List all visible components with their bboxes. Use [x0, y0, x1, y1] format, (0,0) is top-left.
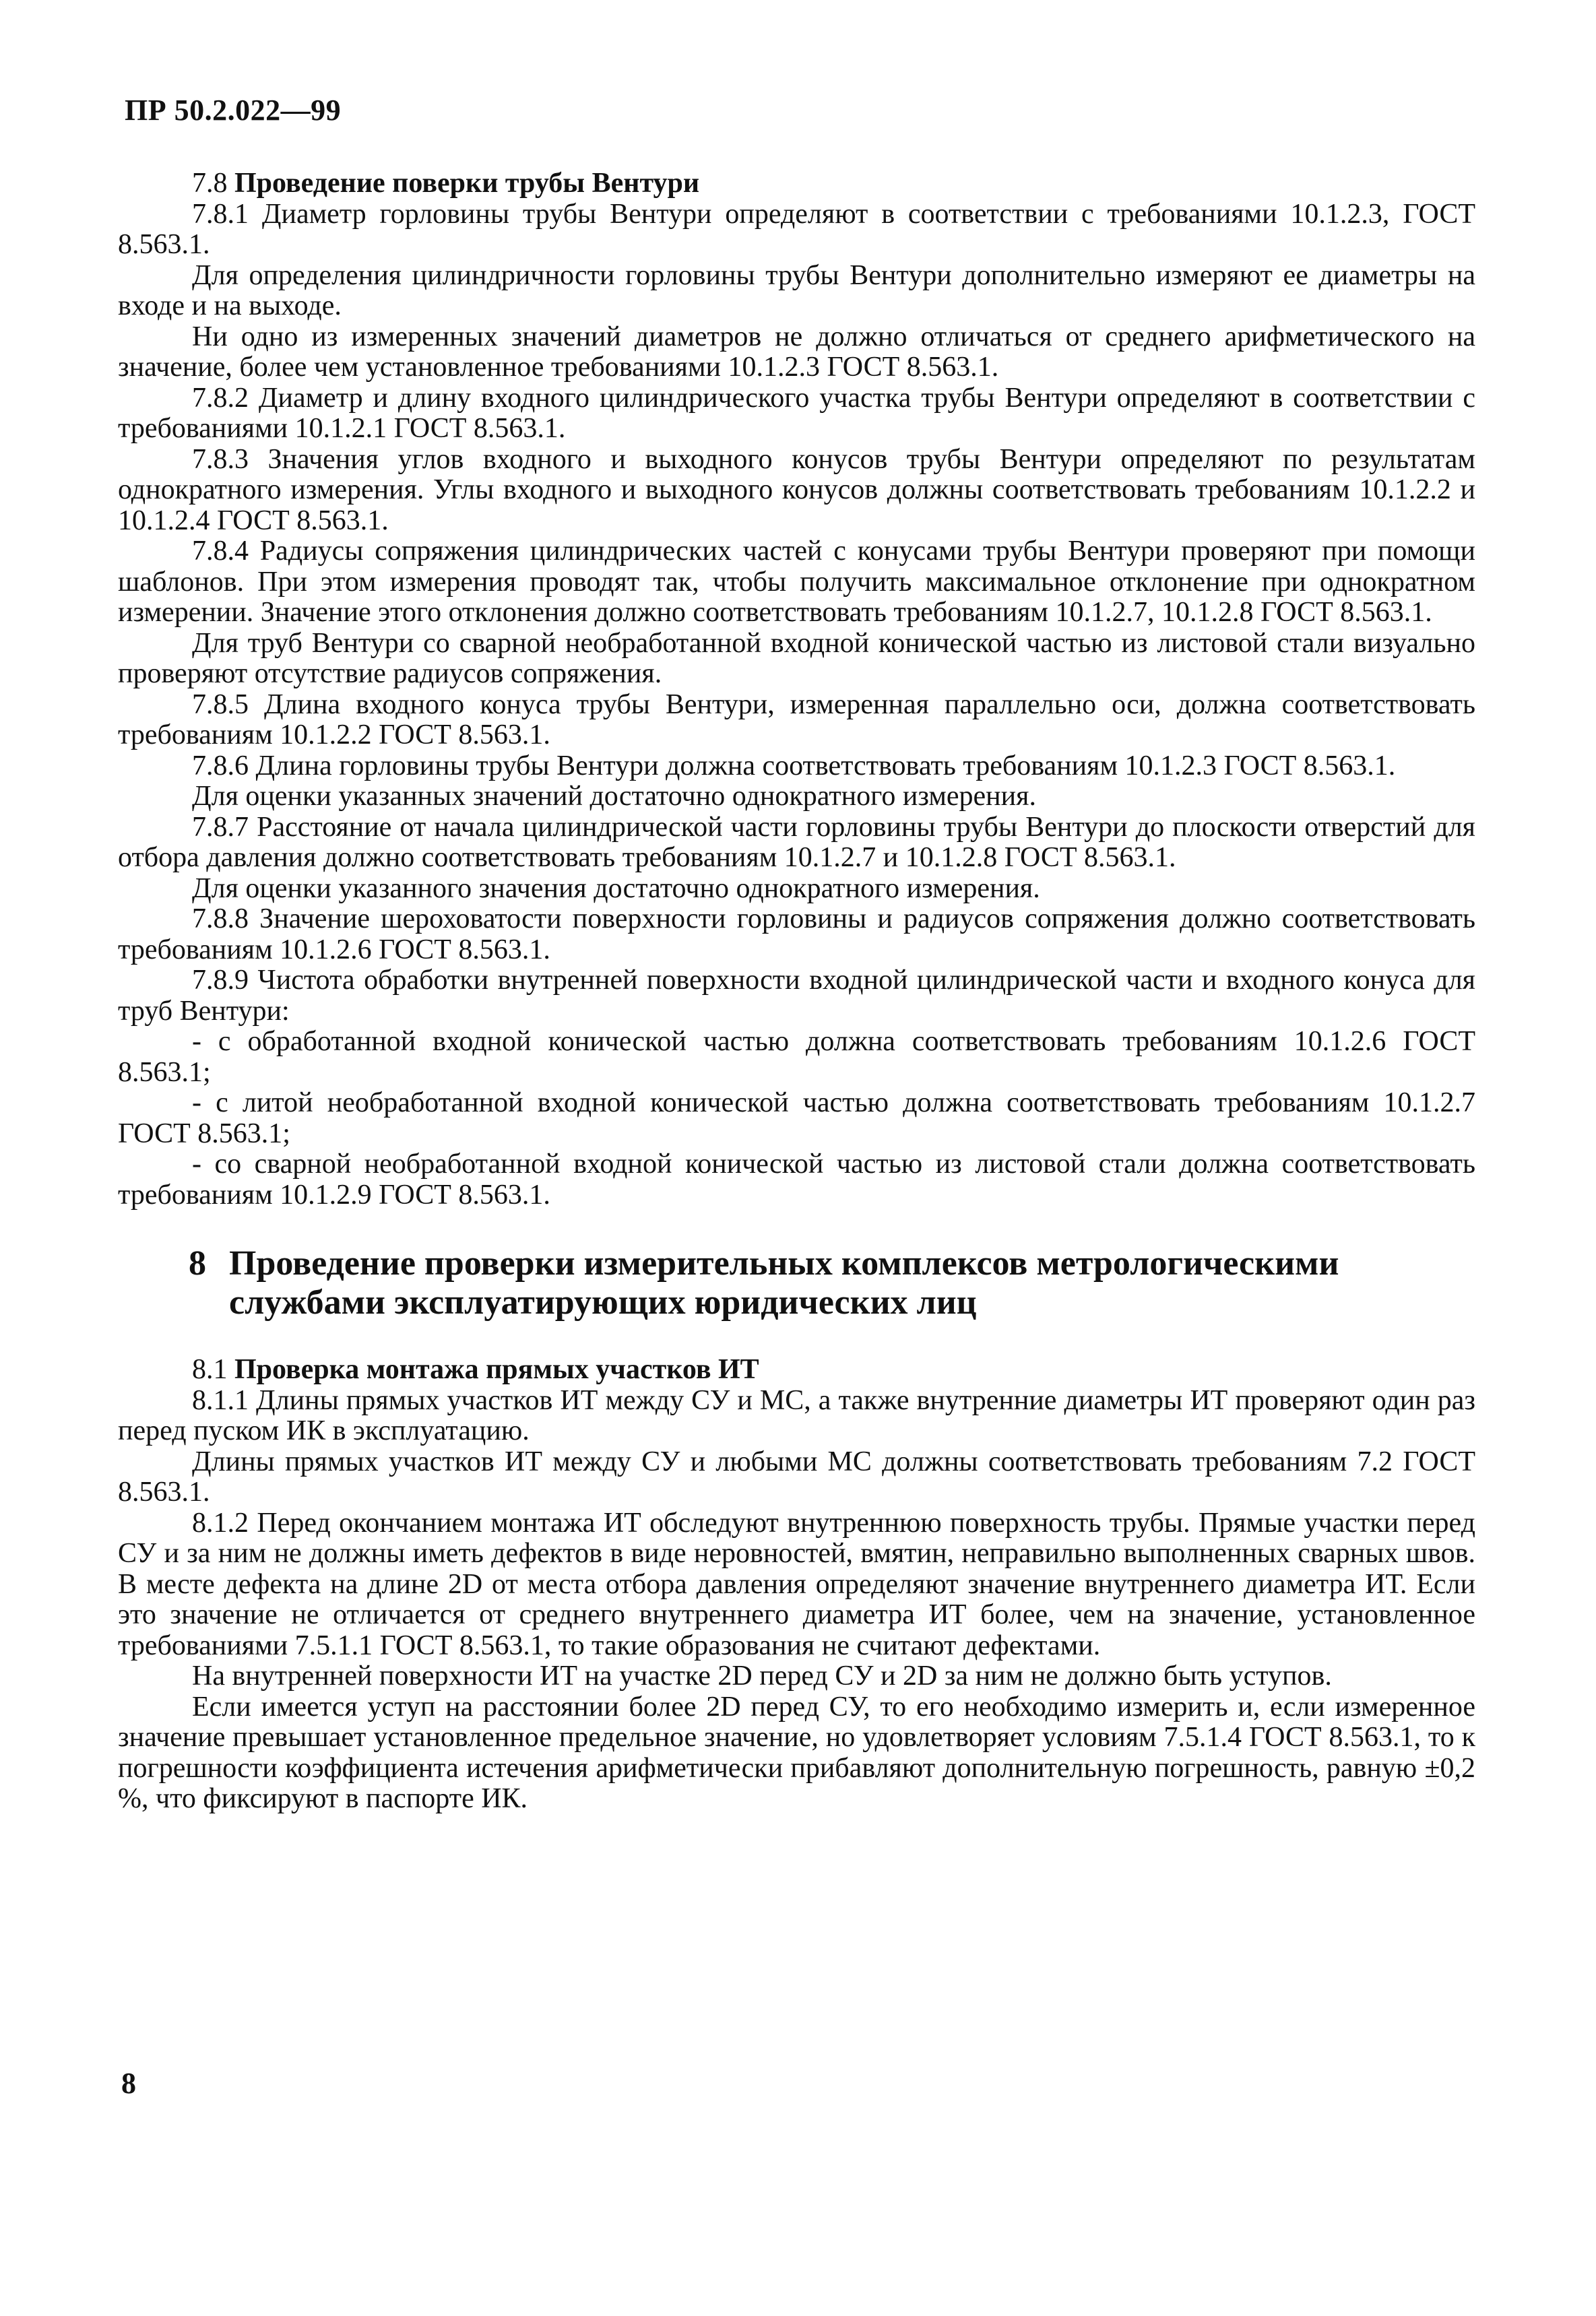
paragraph: 7.8.7 Расстояние от начала цилиндрической части горловины трубы Вентури до плоскости отверстий для отбора давления должно соответствовать требованиям 10.1.2.7 и 10.1.2.8 ГОСТ 8.563.1.: [118, 811, 1475, 873]
section-7-8-heading: [118, 168, 1475, 199]
paragraph: Для труб Вентури со сварной необработанной входной конической частью из листовой стали визуально проверяют отсутствие радиусов сопряжения.: [118, 627, 1475, 689]
section-8-title-line1: Проведение проверки измерительных комплексов метрологическими: [229, 1244, 1339, 1283]
paragraph: Для оценки указанных значений достаточно однократного измерения.: [192, 781, 1036, 812]
paragraph: Длины прямых участков ИТ между СУ и любыми МС должны соответствовать требованиям 7.2 ГОСТ 8.563.1.: [118, 1446, 1475, 1508]
section-8-number: 8: [189, 1244, 206, 1283]
section-7-8-title: Проведение поверки трубы Вентури: [234, 168, 700, 199]
section-8-1-heading: [118, 1355, 1475, 1386]
paragraph: 7.8.3 Значения углов входного и выходного конусов трубы Вентури определяют по результатам однократного измерения. Углы входного и выходного конусов должны соответствовать требованиям 10.1.2.2 и 10.1.2.4 ГОСТ 8.563.1.: [118, 443, 1475, 536]
paragraph: 7.8.2 Диаметр и длину входного цилиндрического участка трубы Вентури определяют в соответствии с требованиями 10.1.2.1 ГОСТ 8.563.1.: [118, 382, 1475, 444]
list-item: - со сварной необработанной входной конической частью из листовой стали должна соответствовать требованиям 10.1.2.9 ГОСТ 8.563.1.: [118, 1149, 1475, 1211]
section-8-title-line2: службами эксплуатирующих юридических лиц: [229, 1283, 977, 1322]
list-item: - с обработанной входной конической частью должна соответствовать требованиям 10.1.2.6 ГОСТ 8.563.1;: [118, 1026, 1475, 1088]
paragraph: 8.1.1 Длины прямых участков ИТ между СУ и МС, а также внутренние диаметры ИТ проверяют один раз перед пуском ИК в эксплуатацию.: [118, 1384, 1475, 1446]
paragraph: 7.8.1 Диаметр горловины трубы Вентури определяют в соответствии с требованиями 10.1.2.3, ГОСТ 8.563.1.: [118, 198, 1475, 260]
section-8-1-number: 8.1: [192, 1354, 228, 1385]
section-7-8-number: 7.8: [192, 168, 228, 199]
paragraph: 8.1.2 Перед окончанием монтажа ИТ обследуют внутреннюю поверхность трубы. Прямые участки перед СУ и за ним не должны иметь дефектов в виде неровностей, вмятин, неправильно выполненных сварных швов. В месте дефекта на длине 2D от места отбора давления определяют значение внутреннего диаметра ИТ. Если это значение не отличается от среднего внутреннего диаметра ИТ более, чем на значение, установленное требованиями 7.5.1.1 ГОСТ 8.563.1, то такие образования не считают дефектами.: [118, 1507, 1475, 1661]
section-8-heading: [189, 1244, 1469, 1322]
paragraph: На внутренней поверхности ИТ на участке 2D перед СУ и 2D за ним не должно быть уступов.: [192, 1661, 1332, 1692]
list-item: - с литой необработанной входной конической частью должна соответствовать требованиям 10.1.2.7 ГОСТ 8.563.1;: [118, 1087, 1475, 1149]
paragraph: Для оценки указанного значения достаточно однократного измерения.: [192, 872, 1040, 904]
doc-header-code: ПР 50.2.022—99: [125, 94, 342, 127]
section-8-1-title: Проверка монтажа прямых участков ИТ: [234, 1354, 759, 1385]
paragraph: 7.8.8 Значение шероховатости поверхности горловины и радиусов сопряжения должно соответствовать требованиям 10.1.2.6 ГОСТ 8.563.1.: [118, 903, 1475, 965]
paragraph: 7.8.6 Длина горловины трубы Вентури должна соответствовать требованиям 10.1.2.3 ГОСТ 8.563.1.: [192, 750, 1396, 781]
document-body: [118, 168, 1475, 1815]
paragraph: Для определения цилиндричности горловины трубы Вентури дополнительно измеряют ее диаметры на входе и на выходе.: [118, 259, 1475, 321]
paragraph: 7.8.5 Длина входного конуса трубы Вентури, измеренная параллельно оси, должна соответствовать требованиям 10.1.2.2 ГОСТ 8.563.1.: [118, 688, 1475, 750]
page-number: 8: [121, 2067, 136, 2100]
paragraph: Ни одно из измеренных значений диаметров не должно отличаться от среднего арифметического на значение, более чем установленное требованиями 10.1.2.3 ГОСТ 8.563.1.: [118, 321, 1475, 383]
paragraph: Если имеется уступ на расстоянии более 2D перед СУ, то его необходимо измерить и, если измеренное значение превышает установленное предельное значение, но удовлетворяет условиям 7.5.1.4 ГОСТ 8.563.1, то к погрешности коэффициента истечения арифметически прибавляют дополнительную погрешность, равную ±0,2 %, что фиксируют в паспорте ИК.: [118, 1691, 1475, 1814]
paragraph: 7.8.9 Чистота обработки внутренней поверхности входной цилиндрической части и входного конуса для труб Вентури:: [118, 965, 1475, 1027]
paragraph: 7.8.4 Радиусы сопряжения цилиндрических частей с конусами трубы Вентури проверяют при помощи шаблонов. При этом измерения проводят так, чтобы получить максимальное отклонение при однократном измерении. Значение этого отклонения должно соответствовать требованиям 10.1.2.7, 10.1.2.8 ГОСТ 8.563.1.: [118, 536, 1475, 628]
